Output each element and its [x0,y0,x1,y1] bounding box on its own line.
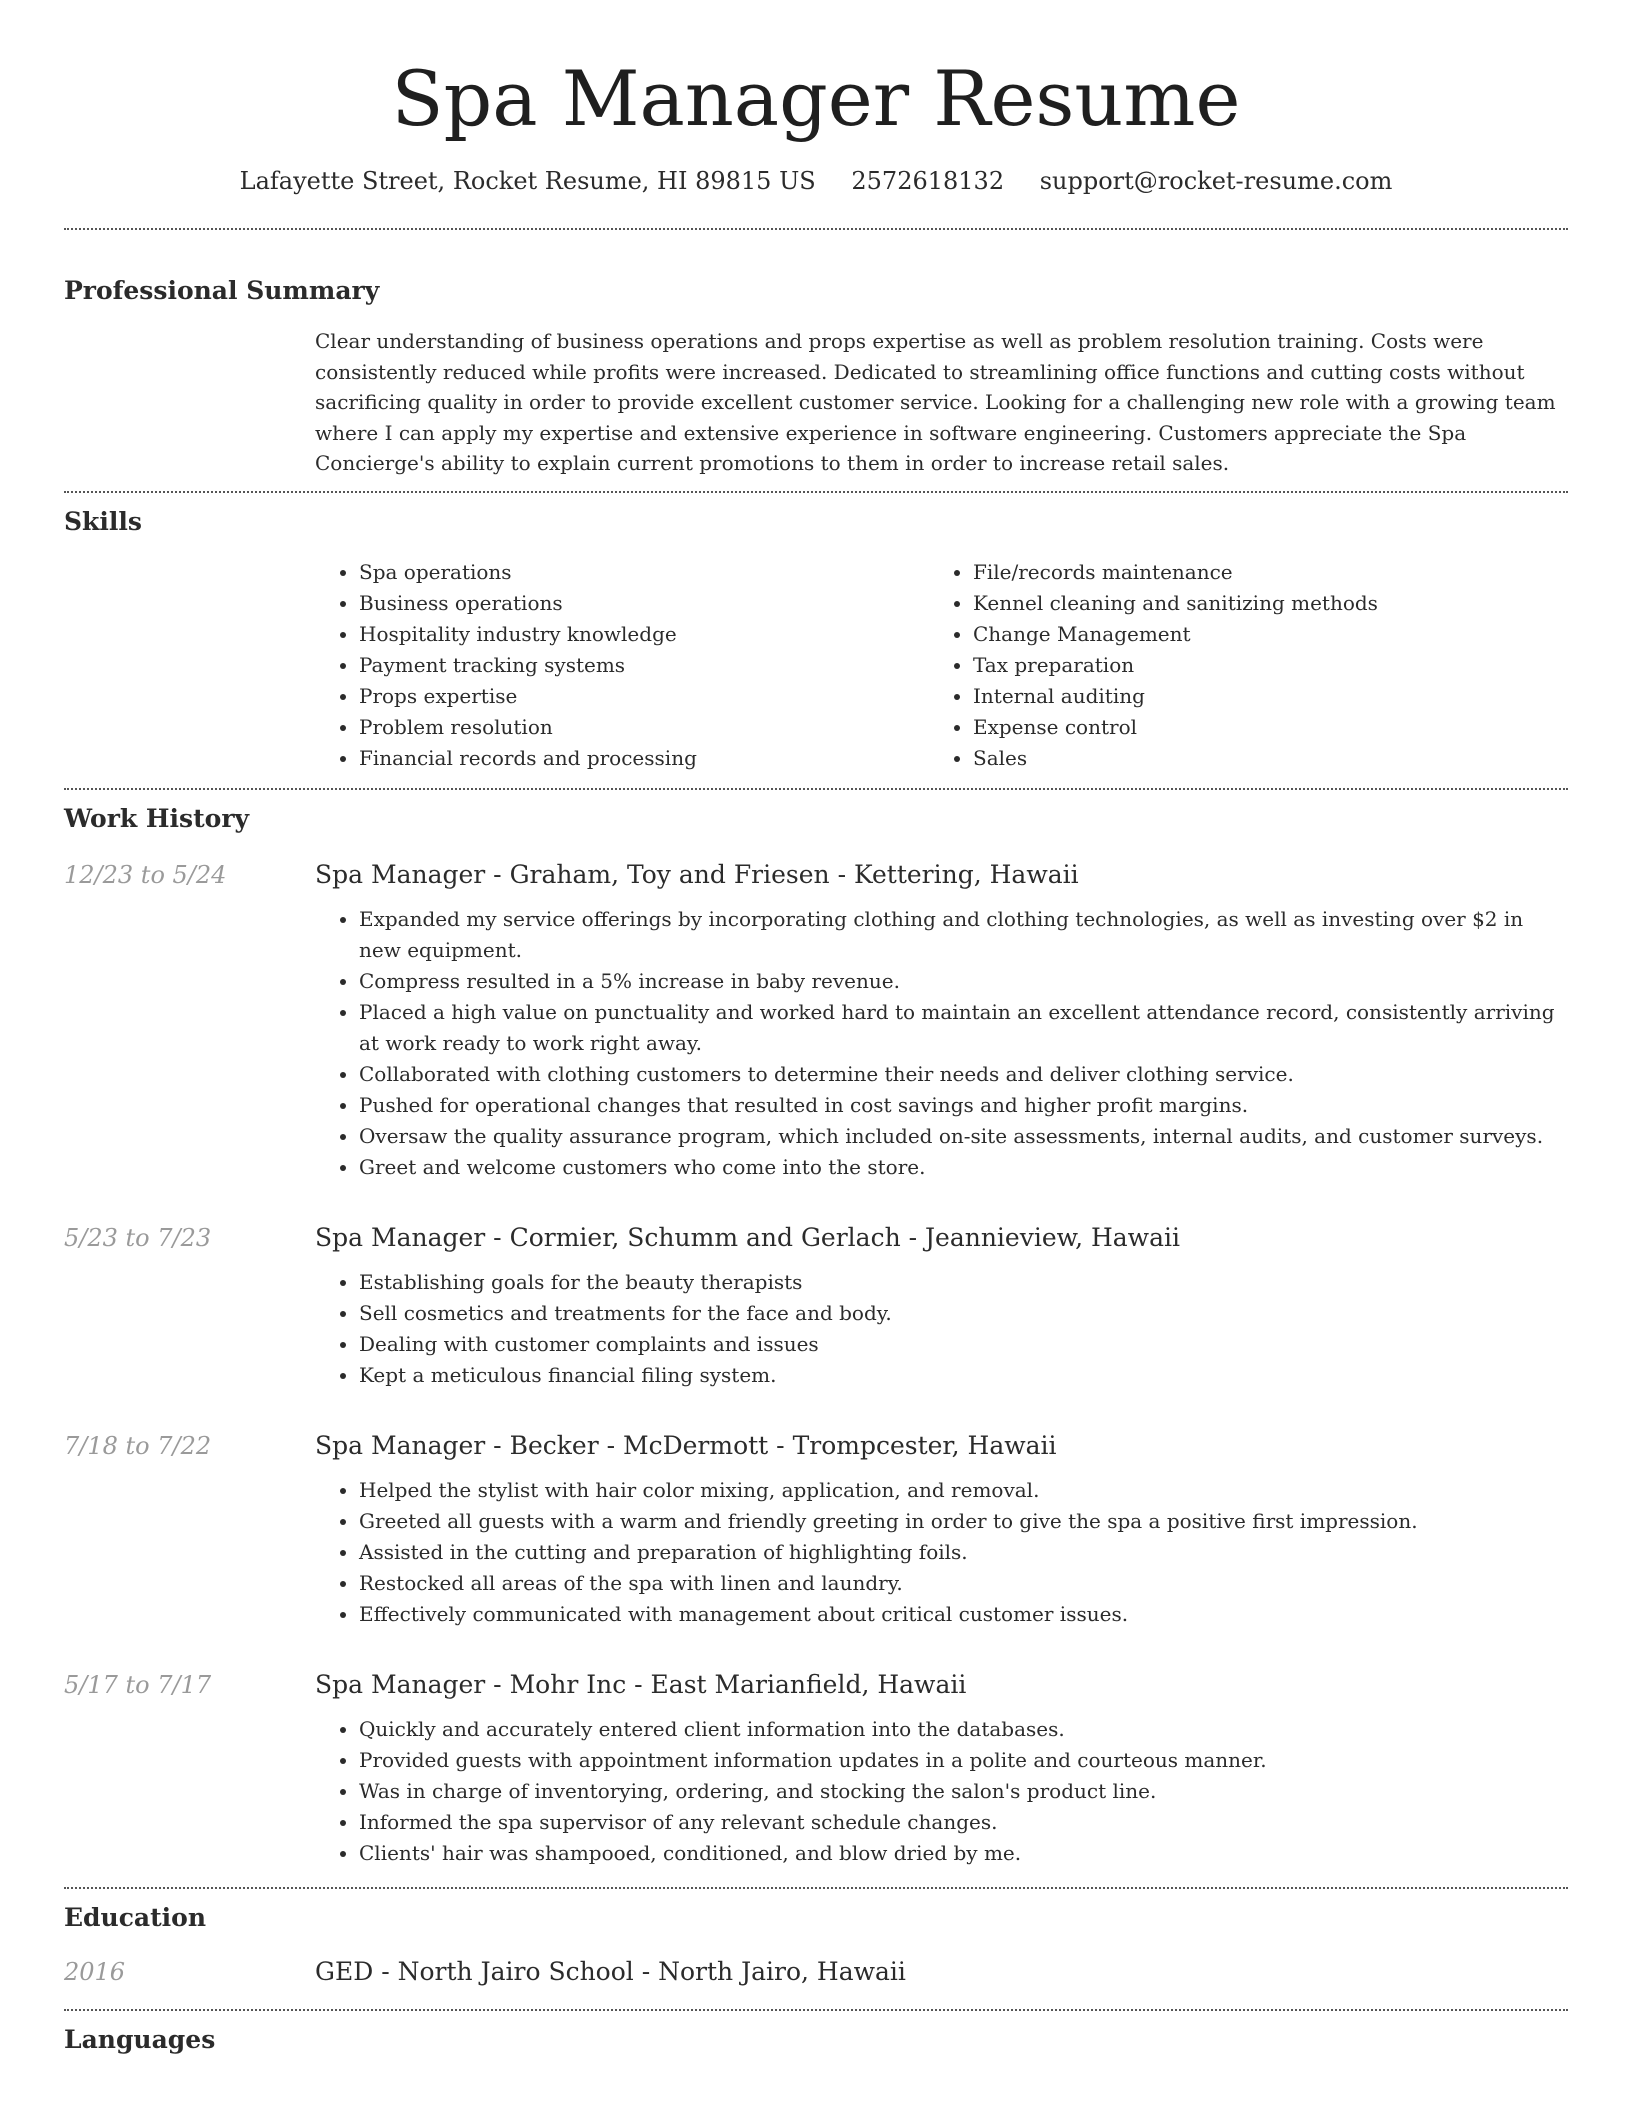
skills-grid [315,557,1568,774]
job-bullet: • Establishing goals for the beauty therapists [359,1267,1568,1298]
languages-section [64,2011,1568,2057]
work-history-section [64,790,1568,1869]
job-bullets [315,904,1568,1183]
languages-heading: Languages [64,2024,216,2054]
job-bullet: • Expanded my service offerings by incorporating clothing and clothing technologies, as well as investing over $2 in new equipment. [359,904,1568,966]
job-bullet: • Provided guests with appointment information updates in a polite and courteous manner. [359,1745,1568,1776]
summary-heading: Professional Summary [64,276,380,305]
job-date: 12/23 to 5/24 [64,860,227,889]
job-bullets [315,1714,1568,1869]
job-bullet: • Assisted in the cutting and preparation of highlighting foils. [359,1537,1568,1568]
skill-item: • Expense control [973,712,1543,743]
job-bullet: • Helped the stylist with hair color mixing, application, and removal. [359,1475,1568,1506]
skill-item: • Tax preparation [973,650,1543,681]
job-date: 5/17 to 7/17 [64,1670,212,1699]
job-date: 5/23 to 7/23 [64,1223,212,1252]
job-bullet: • Greet and welcome customers who come into the store. [359,1152,1568,1183]
page-title: Spa Manager Resume [391,54,1241,143]
work-history-heading: Work History [64,803,250,833]
job-bullet: • Quickly and accurately entered client information into the databases. [359,1714,1568,1745]
job-header [64,858,1568,892]
skill-item: • Sales [973,743,1543,774]
education-entry [64,1955,1568,1989]
job-date: 7/18 to 7/22 [64,1431,212,1460]
job-entry [64,1221,1568,1391]
job-bullet: • Kept a meticulous financial filing system. [359,1360,1568,1391]
job-bullet: • Oversaw the quality assurance program, which included on-site assessments, internal audits, and customer surveys. [359,1121,1568,1152]
education-date: 2016 [64,1957,126,1986]
job-header [64,1221,1568,1255]
job-bullet: • Effectively communicated with management about critical customer issues. [359,1599,1568,1630]
summary-section [64,230,1568,479]
job-entry [64,1668,1568,1869]
skill-item: • Change Management [973,619,1543,650]
job-title: Spa Manager - Cormier, Schumm and Gerlach - Jeannieview, Hawaii [315,1222,1180,1252]
job-entry [64,858,1568,1183]
job-bullet: • Compress resulted in a 5% increase in baby revenue. [359,966,1568,997]
skills-section [64,493,1568,774]
job-bullets [315,1475,1568,1630]
education-title: GED - North Jairo School - North Jairo, Hawaii [315,1956,906,1986]
skill-item: • Hospitality industry knowledge [359,619,929,650]
job-title: Spa Manager - Becker - McDermott - Trompcester, Hawaii [315,1430,1057,1460]
job-bullet: • Sell cosmetics and treatments for the face and body. [359,1298,1568,1329]
contact-email: support@rocket-resume.com [1039,167,1393,195]
contact-phone: 2572618132 [851,167,1005,195]
skill-item: • Problem resolution [359,712,929,743]
job-header [64,1429,1568,1463]
job-bullet: • Dealing with customer complaints and issues [359,1329,1568,1360]
job-bullet: • Restocked all areas of the spa with linen and laundry. [359,1568,1568,1599]
job-header [64,1668,1568,1702]
skill-item: • Internal auditing [973,681,1543,712]
skill-item: • Financial records and processing [359,743,929,774]
skill-item: • Spa operations [359,557,929,588]
job-bullet: • Informed the spa supervisor of any relevant schedule changes. [359,1807,1568,1838]
skills-column-right [929,557,1543,774]
job-bullet: • Was in charge of inventorying, ordering, and stocking the salon's product line. [359,1776,1568,1807]
skill-item: • Business operations [359,588,929,619]
job-bullet: • Greeted all guests with a warm and friendly greeting in order to give the spa a positive first impression. [359,1506,1568,1537]
skills-column-left [315,557,929,774]
skill-item: • Props expertise [359,681,929,712]
contact-address: Lafayette Street, Rocket Resume, HI 89815 US [239,167,816,195]
job-bullet: • Clients' hair was shampooed, conditioned, and blow dried by me. [359,1838,1568,1869]
education-heading: Education [64,1902,207,1932]
job-entry [64,1429,1568,1630]
job-title: Spa Manager - Graham, Toy and Friesen - Kettering, Hawaii [315,859,1079,889]
job-bullet: • Collaborated with clothing customers to determine their needs and deliver clothing service. [359,1059,1568,1090]
job-title: Spa Manager - Mohr Inc - East Marianfield, Hawaii [315,1669,967,1699]
resume-header [64,0,1568,198]
job-bullet: • Pushed for operational changes that resulted in cost savings and higher profit margins. [359,1090,1568,1121]
skill-item: • Kennel cleaning and sanitizing methods [973,588,1543,619]
skill-item: • File/records maintenance [973,557,1543,588]
skill-item: • Payment tracking systems [359,650,929,681]
skills-heading: Skills [64,506,142,536]
summary-text: Clear understanding of business operations and props expertise as well as problem resolution training. Costs were consistently reduced while profits were increased. Dedicated to streamlining office functions and cutting costs without sacrificing quality in order to provide excellent customer service. Looking for a challenging new role with a growing team where I can apply my expertise and extensive experience in software engineering. Customers appreciate the Spa Concierge's ability to explain current promotions to them in order to increase retail sales. [315,329,1556,475]
job-bullet: • Placed a high value on punctuality and worked hard to maintain an excellent attendance record, consistently arriving at work ready to work right away. [359,997,1568,1059]
job-bullets [315,1267,1568,1391]
contact-line [64,164,1568,198]
education-section [64,1889,1568,1989]
